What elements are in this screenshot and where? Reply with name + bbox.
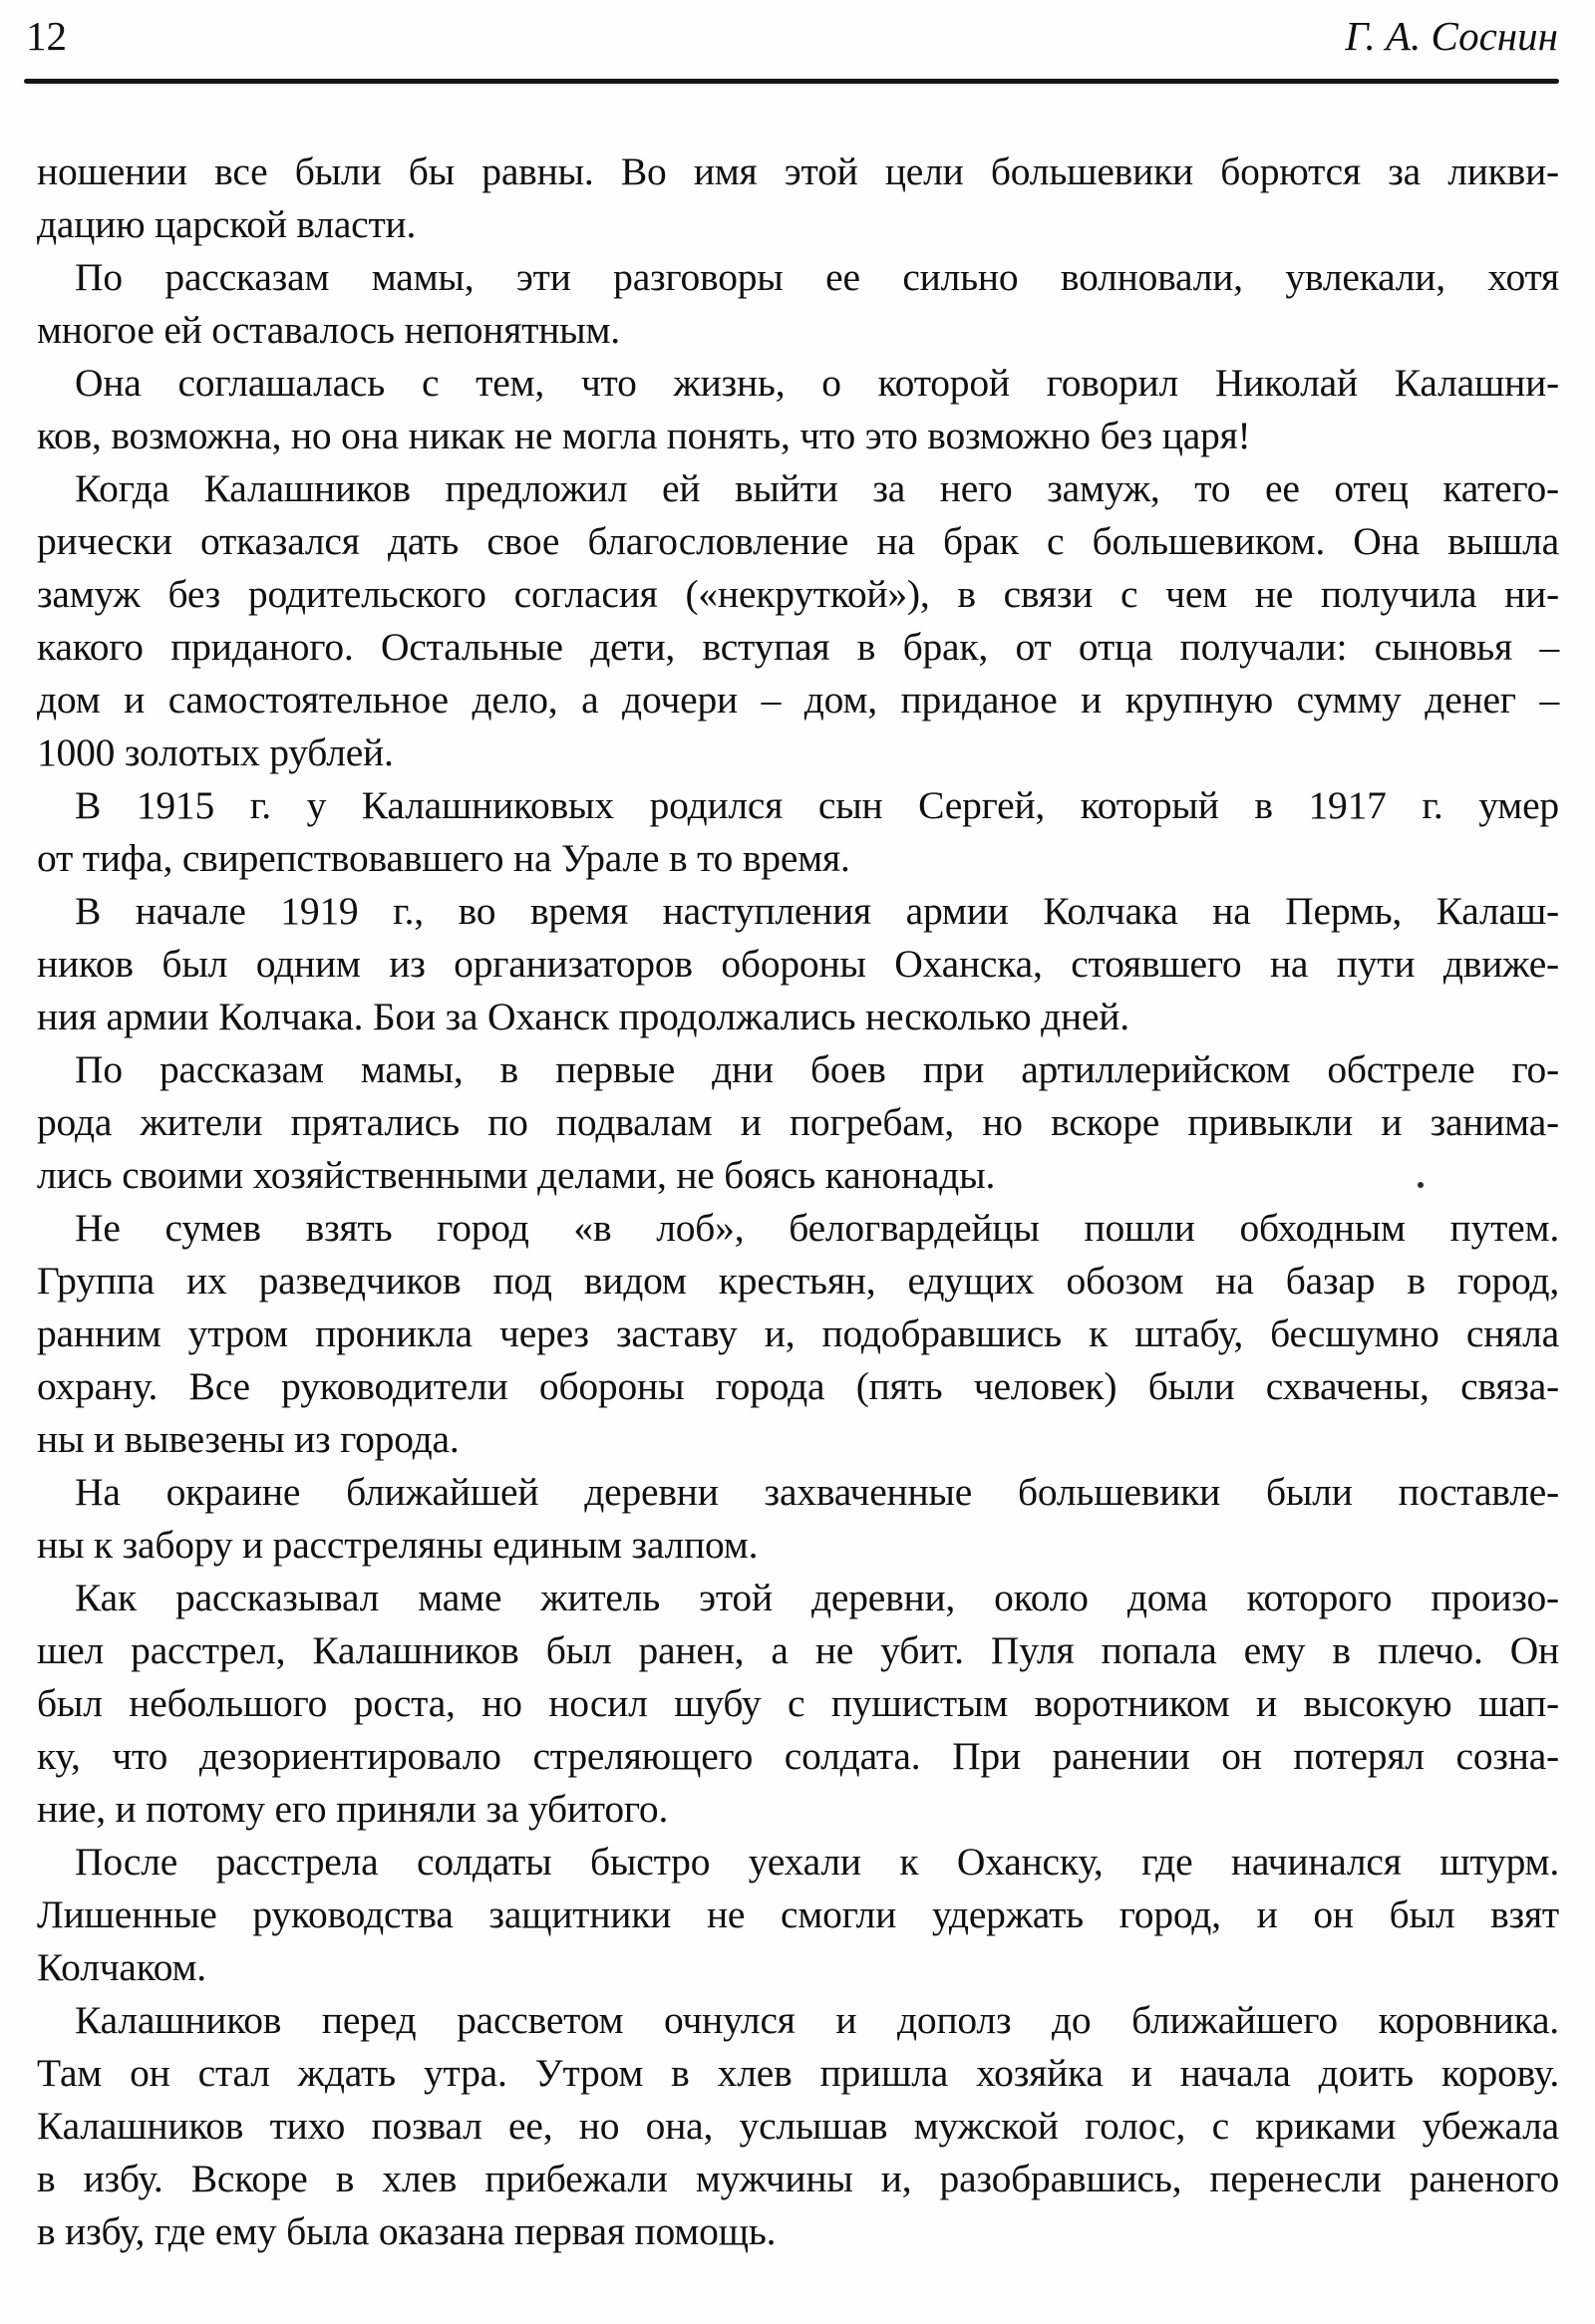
text-line: Калашников тихо позвал ее, но она, услышав мужской голос, с криками убежала [37,2104,1559,2148]
text-line: 1000 золотых рублей. [37,730,394,774]
text-line: Она соглашалась с тем, что жизнь, о которой говорил Николай Калашни- [75,361,1559,405]
scan-artifact-dot [1418,1182,1424,1188]
running-header [26,12,1558,60]
text-line: На окраине ближайшей деревни захваченные большевики были поставле- [75,1470,1559,1514]
text-line: Когда Калашников предложил ей выйти за него замуж, то ее отец катего- [75,466,1559,510]
text-line: дацию царской власти. [37,202,417,246]
text-line: замуж без родительского согласия («некруткой»), в связи с чем не получила ни- [37,572,1559,616]
text-line: рода жители прятались по подвалам и погребам, но вскоре привыкли и занима- [37,1100,1559,1144]
text-line: какого приданого. Остальные дети, вступая в брак, от отца получали: сыновья – [37,625,1559,669]
running-head-author: Г. А. Соснин [1345,13,1558,59]
page-number: 12 [26,13,67,59]
text-line: ников был одним из организаторов обороны Оханска, стоявшего на пути движе- [37,942,1559,986]
text-line: Колчаком. [37,1945,206,1989]
text-line: ны к забору и расстреляны единым залпом. [37,1523,759,1567]
text-line: Лишенные руководства защитники не смогли удержать город, и он был взят [37,1892,1559,1936]
text-line: Как рассказывал маме житель этой деревни, около дома которого произо- [75,1576,1559,1619]
text-line: многое ей оставалось непонятным. [37,308,620,352]
text-line: от тифа, свирепствовавшего на Урале в то время. [37,836,850,880]
text-line: лись своими хозяйственными делами, не боясь канонады. [37,1153,996,1197]
text-line: дом и самостоятельное дело, а дочери – дом, приданое и крупную сумму денег – [37,678,1559,722]
header-rule [24,79,1559,84]
text-line: ков, возможна, но она никак не могла понять, что это возможно без царя! [37,414,1251,457]
text-line: ны и вывезены из города. [37,1417,460,1461]
text-line: По рассказам мамы, в первые дни боев при артиллерийском обстреле го- [75,1047,1559,1091]
text-line: Группа их разведчиков под видом крестьян, едущих обозом на базар в город, [37,1259,1559,1303]
text-line: охрану. Все руководители обороны города (пять человек) были схвачены, связа- [37,1364,1559,1408]
text-line: ние, и потому его приняли за убитого. [37,1787,669,1831]
text-line: Калашников перед рассветом очнулся и дополз до ближайшего коровника. [75,1998,1559,2042]
text-line: ния армии Колчака. Бои за Оханск продолжались несколько дней. [37,995,1129,1038]
text-line: По рассказам мамы, эти разговоры ее сильно волновали, увлекали, хотя [75,255,1559,299]
text-line: ранним утром проникла через заставу и, подобравшись к штабу, бесшумно сняла [37,1311,1559,1355]
text-line: в избу. Вскоре в хлев прибежали мужчины и, разобравшись, перенесли раненого [37,2157,1559,2200]
text-line: шел расстрел, Калашников был ранен, а не убит. Пуля попала ему в плечо. Он [37,1628,1559,1672]
page-body [37,145,1559,2258]
text-line: в избу, где ему была оказана первая помощь. [37,2209,777,2253]
text-line: ку, что дезориентировало стреляющего солдата. При ранении он потерял созна- [37,1734,1559,1778]
text-line: После расстрела солдаты быстро уехали к Оханску, где начинался штурм. [75,1840,1559,1884]
text-line: рически отказался дать свое благословление на брак с большевиком. Она вышла [37,519,1559,563]
text-line: В начале 1919 г., во время наступления армии Колчака на Пермь, Калаш- [75,889,1559,933]
text-line: Не сумев взять город «в лоб», белогвардейцы пошли обходным путем. [75,1206,1559,1250]
text-line: ношении все были бы равны. Во имя этой цели большевики борются за ликви- [37,149,1559,193]
text-line: был небольшого роста, но носил шубу с пушистым воротником и высокую шап- [37,1681,1559,1725]
text-line: В 1915 г. у Калашниковых родился сын Сергей, который в 1917 г. умер [75,783,1559,827]
text-line: Там он стал ждать утра. Утром в хлев пришла хозяйка и начала доить корову. [37,2051,1559,2095]
